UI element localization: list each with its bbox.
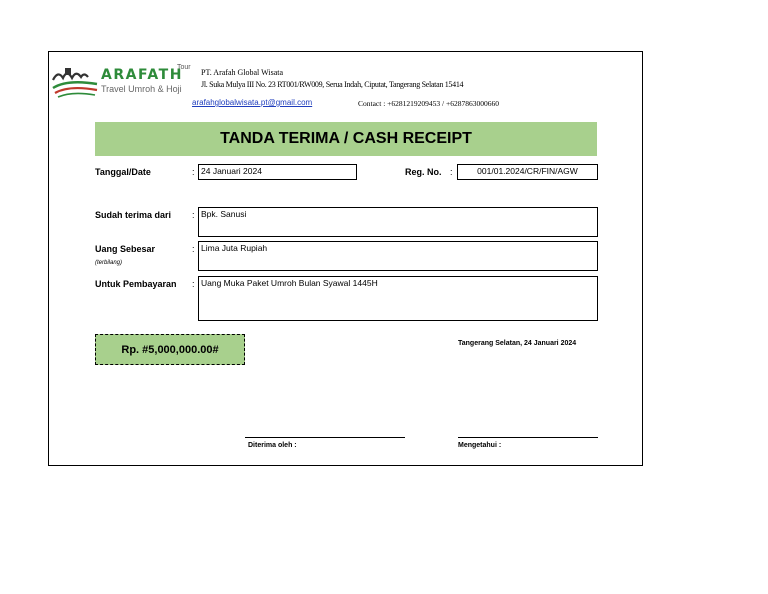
receipt-title: TANDA TERIMA / CASH RECEIPT — [95, 122, 597, 156]
company-name: PT. Arafah Global Wisata — [201, 68, 284, 77]
acknowledged-by-signature-line — [458, 437, 598, 438]
payment-for-label: Untuk Pembayaran — [95, 279, 177, 289]
acknowledged-by-label: Mengetahui : — [458, 442, 502, 449]
place-date: Tangerang Selatan, 24 Januari 2024 — [458, 340, 577, 347]
cash-receipt — [48, 51, 643, 466]
reg-no-field[interactable]: 001/01.2024/CR/FIN/AGW — [457, 164, 598, 180]
received-by-signature-line — [245, 437, 405, 438]
date-label: Tanggal/Date — [95, 167, 151, 177]
company-logo — [51, 64, 196, 104]
payment-for-field[interactable]: Uang Muka Paket Umroh Bulan Syawal 1445H — [198, 276, 598, 321]
logo-tagline: Travel Umroh & Hoji — [101, 84, 182, 94]
company-info — [201, 67, 463, 91]
date-field[interactable]: 24 Januari 2024 — [198, 164, 357, 180]
received-from-field[interactable]: Bpk. Sanusi — [198, 207, 598, 237]
logo-tour-label: Tour — [177, 64, 191, 71]
company-address: Jl. Suka Mulya III No. 23 RT001/RW009, Serua Indah, Ciputat, Tangerang Selatan 15414 — [201, 80, 464, 89]
received-by-label: Diterima oleh : — [248, 442, 297, 449]
amount-words-label: Uang Sebesar — [95, 244, 156, 254]
company-email-link[interactable]: arafahglobalwisata.pt@gmail.com — [192, 98, 313, 107]
amount-words-sublabel: (terbilang) — [95, 260, 123, 266]
received-from-colon: : — [192, 210, 195, 220]
reg-no-label: Reg. No. — [405, 167, 442, 177]
date-colon: : — [192, 167, 195, 177]
payment-for-colon: : — [192, 279, 195, 289]
reg-no-colon: : — [450, 167, 453, 177]
kaaba-logo-icon — [51, 66, 99, 100]
amount-words-colon: : — [192, 244, 195, 254]
amount-box: Rp. #5,000,000.00# — [95, 334, 245, 365]
received-from-label: Sudah terima dari — [95, 210, 172, 220]
company-contact: Contact : +6281219209453 / +6287863000660 — [358, 99, 499, 108]
amount-words-field[interactable]: Lima Juta Rupiah — [198, 241, 598, 271]
logo-wordmark: ARAFATH — [101, 67, 183, 83]
